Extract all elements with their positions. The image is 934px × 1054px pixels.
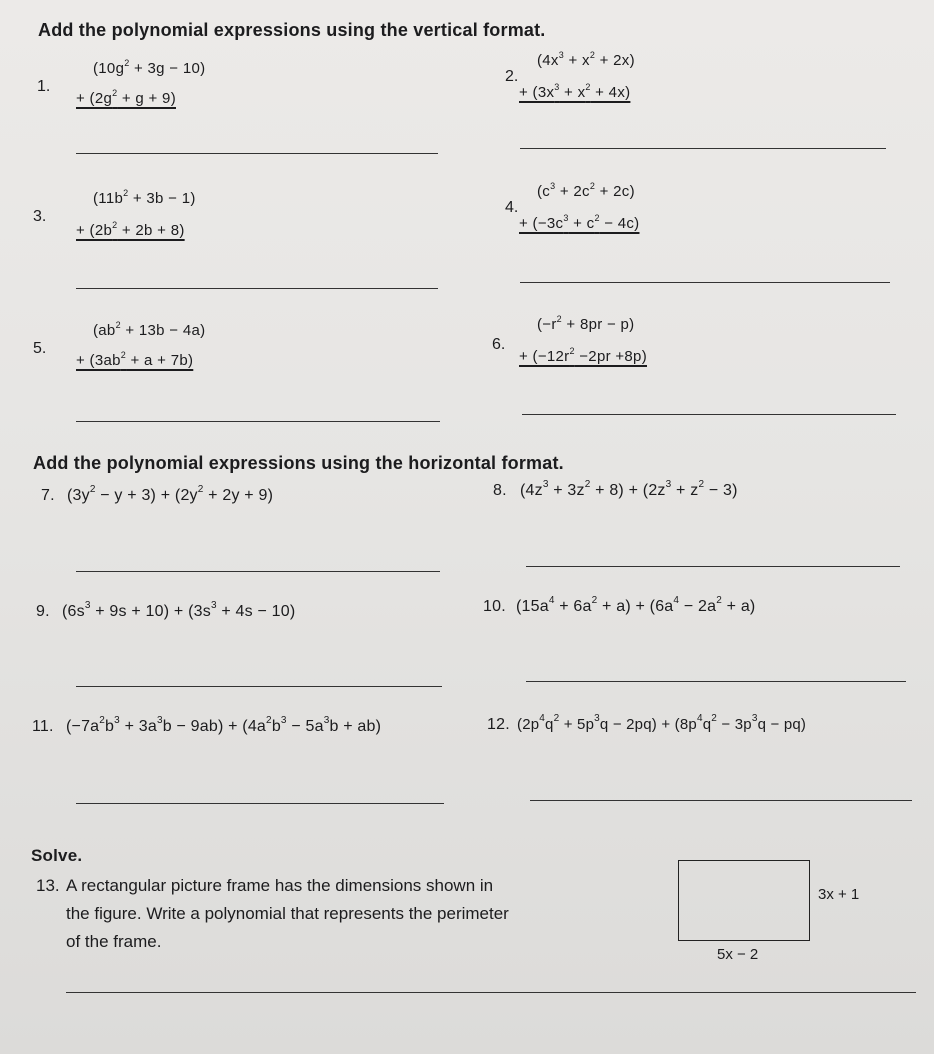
problem-6-top-expression: $(-r^2 + 8pr - p)$ [537,314,635,333]
problem-13-text-line-1: A rectangular picture frame has the dimensions shown in [66,876,494,895]
problem-2-answer-line[interactable] [520,148,886,149]
problem-5-bottom-expression: + $(3ab^2 + a + 7b)$ [76,350,194,369]
problem-1-bottom-expression: + $(2g^2 + g + 9)$ [76,88,176,107]
problem-3-number: 3. [33,208,47,225]
problem-6-bottom-expression: + $(-12r^2 -2pr +8p)$ [519,346,647,365]
problem-13-text-line-2: the figure. Write a polynomial that represents the perimeter [66,904,509,923]
problem-9-expression: $(6s^3 + 9s + 10) + (3s^3 + 4s - 10)$ [62,600,296,620]
problem-3-top-expression: $(11b^2 + 3b - 1)$ [93,188,196,207]
problem-9-number: 9. [36,603,50,620]
problem-13-text-line-3: of the frame. [66,932,162,951]
problem-2-number: 2. [505,68,519,85]
picture-frame-rectangle [678,860,810,941]
problem-7-number: 7. [41,487,55,504]
frame-width-label: 5x − 2 [717,946,759,963]
problem-1-number: 1. [37,78,51,95]
horizontal-section-heading: Add the polynomial expressions using the horizontal format. [33,453,564,473]
problem-7-answer-line[interactable] [76,571,440,572]
problem-5-number: 5. [33,340,47,357]
problem-5-top-expression: $(ab^2 + 13b - 4a)$ [93,320,206,339]
problem-8-number: 8. [493,482,507,499]
problem-4-top-expression: $(c^3 + 2c^2 + 2c)$ [537,181,635,200]
problem-2-top-expression: $(4x^3 + x^2 + 2x)$ [537,50,635,69]
problem-1-top-expression: $(10g^2 + 3g - 10)$ [93,58,206,77]
problem-8-expression: $(4z^3 + 3z^2 + 8) + (2z^3 + z^2 - 3)$ [520,479,738,499]
problem-4-answer-line[interactable] [520,282,890,283]
problem-6-answer-line[interactable] [522,414,896,415]
problem-9-answer-line[interactable] [76,686,442,687]
problem-3-bottom-expression: + $(2b^2 + 2b + 8)$ [76,220,185,239]
problem-12-expression: $(2p^4q^2 + 5p^3q - 2pq) + (8p^4q^2 - 3p^3q - pq)$ [517,713,807,733]
problem-11-number: 11. [32,718,54,735]
problem-3-answer-line[interactable] [76,288,438,289]
problem-11-answer-line[interactable] [76,803,444,804]
solve-section-heading: Solve. [31,846,83,865]
problem-13-number: 13. [36,876,60,895]
problem-12-answer-line[interactable] [530,800,912,801]
problem-8-answer-line[interactable] [526,566,900,567]
problem-10-expression: $(15a^4 + 6a^2 + a) + (6a^4 - 2a^2 + a)$ [516,595,756,615]
problem-1-answer-line[interactable] [76,153,438,154]
problem-4-number: 4. [505,199,519,216]
problem-2-bottom-expression: + $(3x^3 + x^2 + 4x)$ [519,82,631,101]
vertical-section-heading: Add the polynomial expressions using the vertical format. [38,20,546,40]
problem-6-number: 6. [492,336,506,353]
problem-7-expression: $(3y^2 - y + 3) + (2y^2 + 2y + 9)$ [67,484,274,504]
problem-4-bottom-expression: + $(-3c^3 + c^2 - 4c)$ [519,213,640,232]
problem-5-answer-line[interactable] [76,421,440,422]
frame-height-label: 3x + 1 [818,886,860,903]
problem-10-answer-line[interactable] [526,681,906,682]
problem-11-expression: $(-7a^2b^3 + 3a^3b - 9ab) + (4a^2b^3 - 5a^3b + ab)$ [66,715,382,735]
problem-12-number: 12. [487,716,510,733]
problem-10-number: 10. [483,598,506,615]
problem-13-answer-line[interactable] [66,992,916,993]
